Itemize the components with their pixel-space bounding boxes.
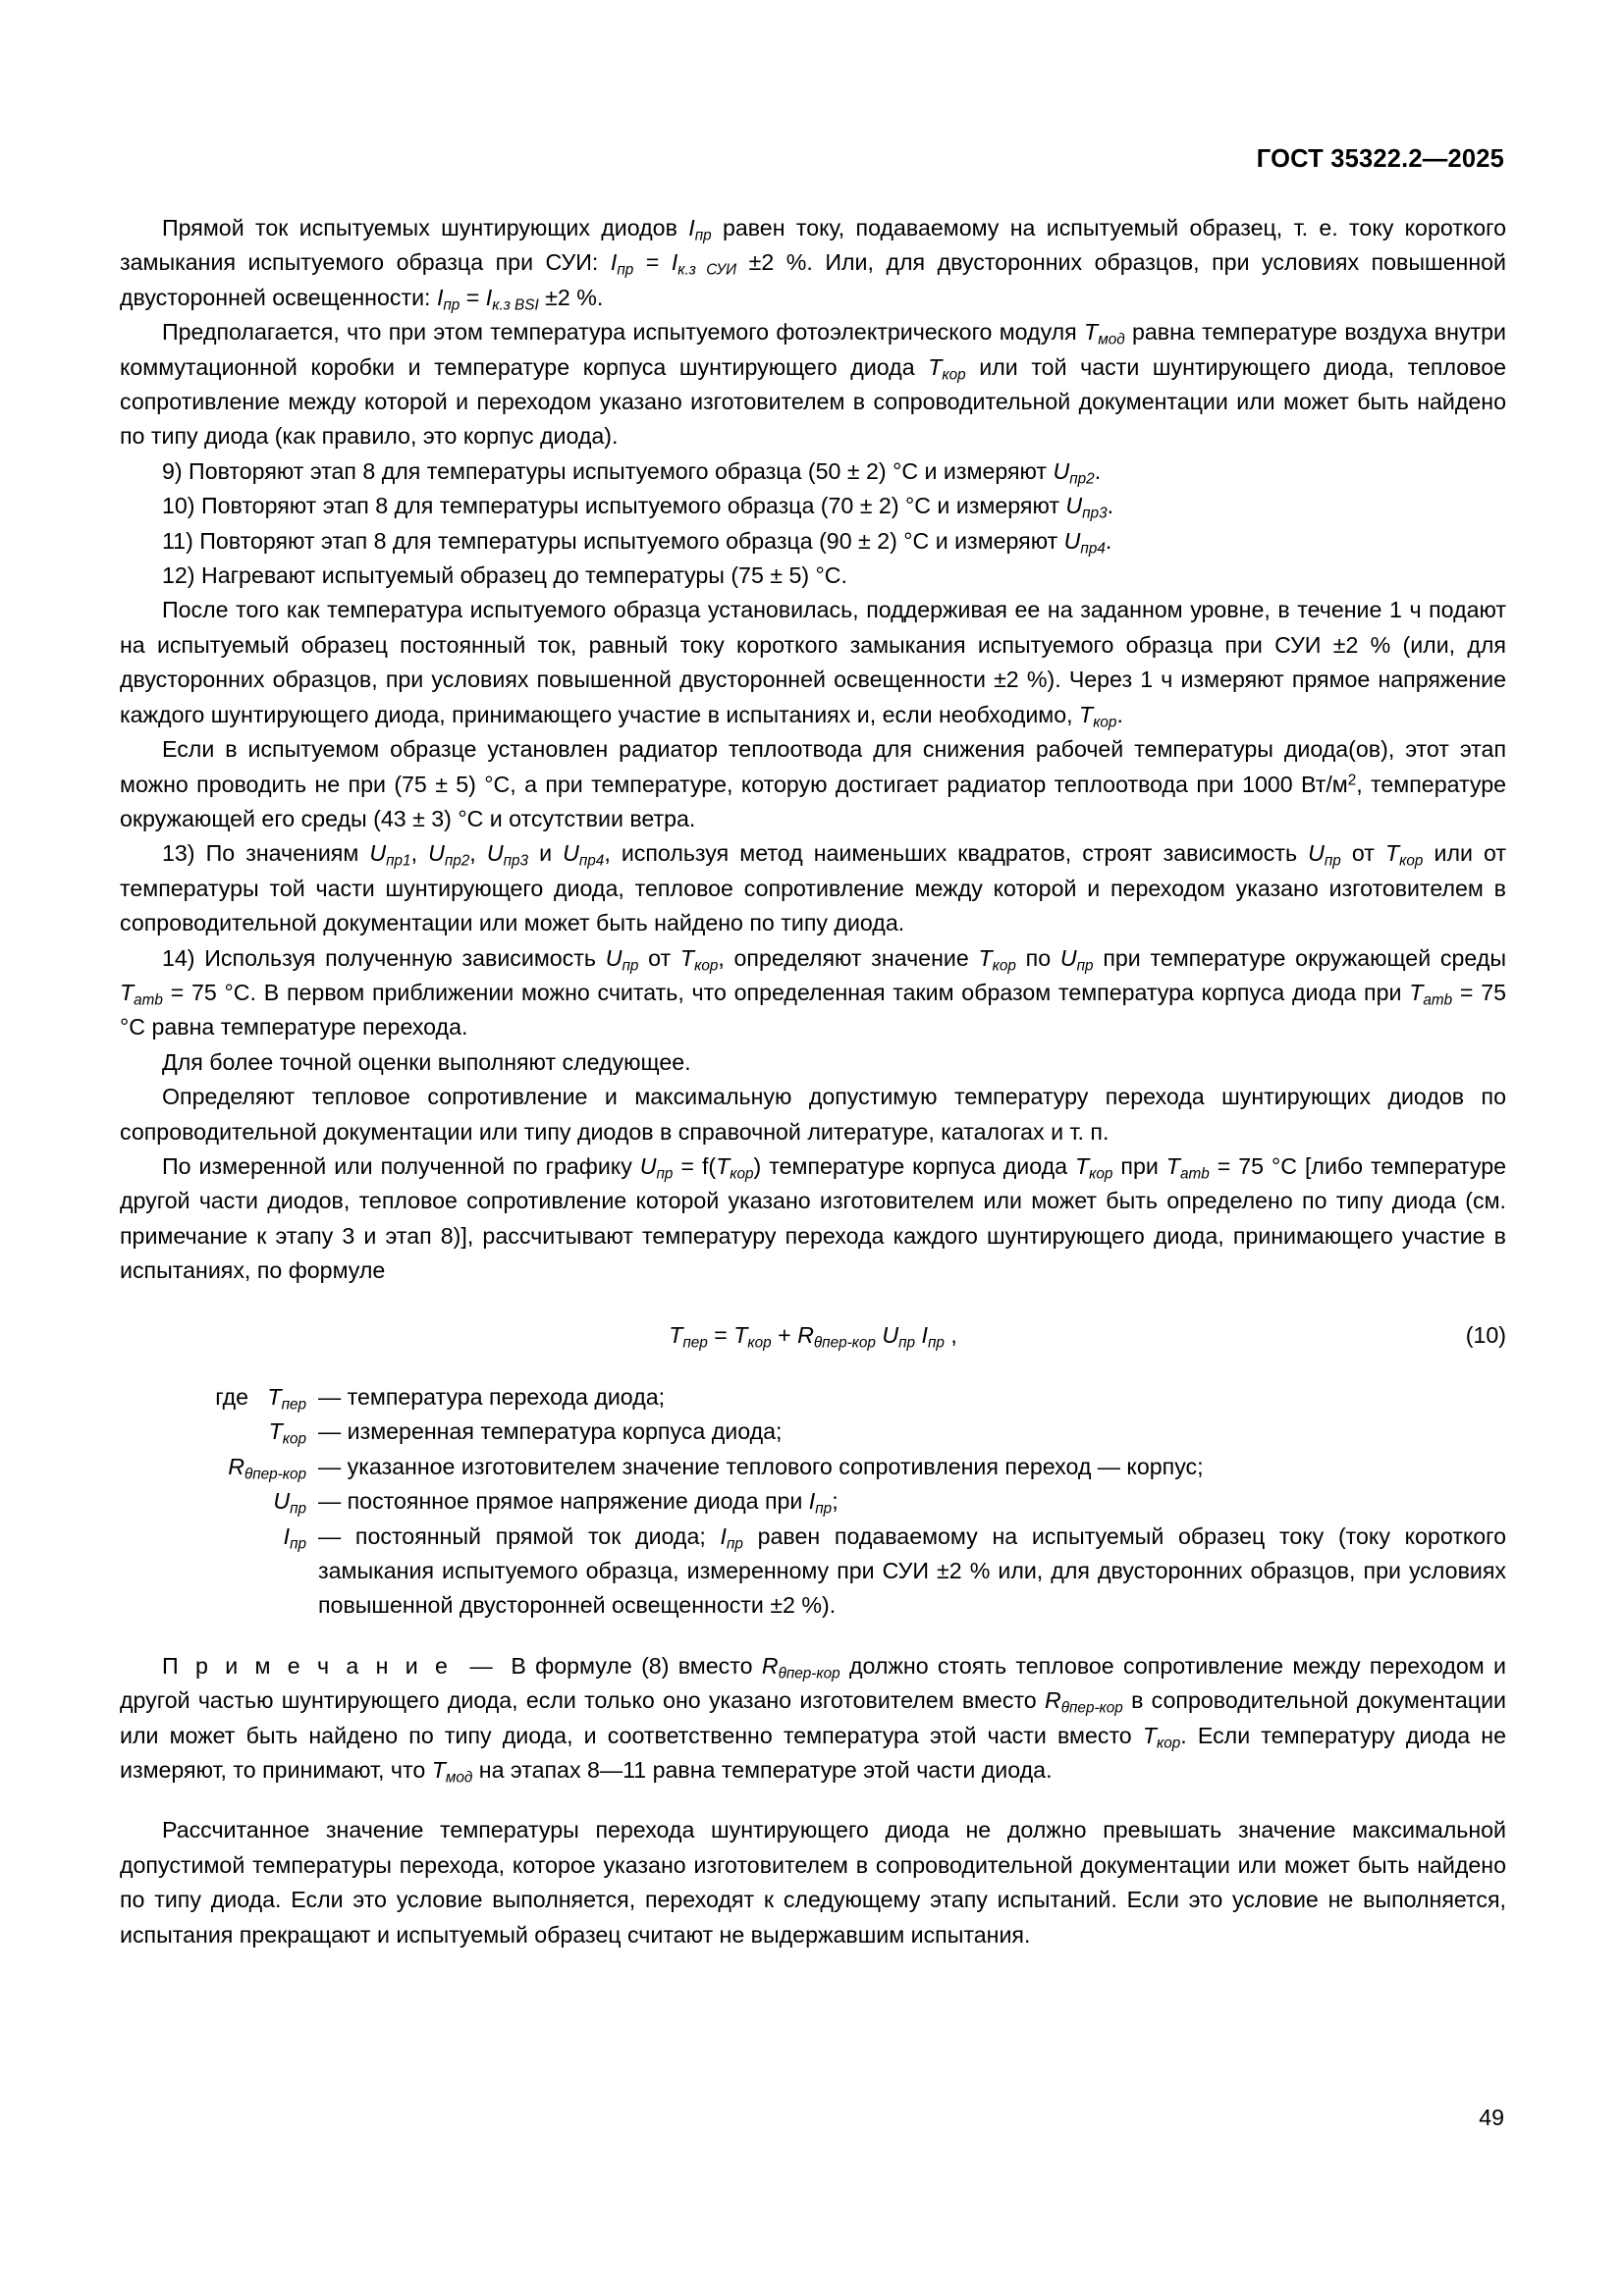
symbol-definitions xyxy=(120,1380,1506,1624)
formula-number: (10) xyxy=(1465,1321,1506,1348)
definition-description: — указанное изготовителем значение теплового сопротивления переход — корпус; xyxy=(318,1453,1204,1479)
definition-description: — измеренная температура корпуса диода; xyxy=(318,1418,783,1445)
page-number: 49 xyxy=(1479,2105,1504,2130)
paragraph-more-precise: Для более точной оценки выполняют следующее. xyxy=(162,1048,691,1075)
page-content xyxy=(120,211,1506,1952)
paragraph-determine-resistance: Определяют тепловое сопротивление и максимальную допустимую температуру перехода шунтирующих диодов по сопроводительной документации или типу диодов в справочной литературе, каталогах и т. п. xyxy=(120,1084,1506,1145)
paragraph-after-temp: После того как температура испытуемого образца установилась, поддерживая ее на заданном уровне, в течение 1 ч подают на испытуемый образец постоянный ток, равный току короткого замыкания испытуемого образца при СУИ ±2 % (или, для двусторонних образцов, при условиях повышенной двусторонней освещенности ±2 %). Через 1 ч измеряют прямое напряжение каждого шунтирующего диода, принимающего участие в испытаниях и, если необходимо, $T_{кор}$. xyxy=(120,597,1506,730)
definition-row-i-pr xyxy=(120,1520,1506,1624)
definition-row-t-kor xyxy=(120,1415,1506,1449)
paragraph-step-12: 12) Нагревают испытуемый образец до температуры (75 ± 5) °С. xyxy=(162,562,847,589)
paragraph-forward-current: Прямой ток испытуемых шунтирующих диодов $I_{пр}$ равен току, подаваемому на испытуемый образец, т. е. току короткого замыкания испытуемого образца при СУИ: $I_{пр} = I_{к.з СУИ} \pm 2$ %. Или, для двусторонних образцов, при условиях повышенной двусторонней освещенности: $I_{пр} = I_{к.з BSI} \pm 2$ %. xyxy=(120,215,1506,314)
paragraph-assumption: Предполагается, что при этом температура испытуемого фотоэлектрического модуля $T_{мод}$ равна температуре воздуха внутри коммутационной коробки и температуре корпуса шунтирующего диода $T_{кор}$ или той части шунтирующего диода, тепловое сопротивление между которой и переходом указано изготовителем в сопроводительной документации или может быть найдено по типу диода (как правило, это корпус диода). xyxy=(120,319,1506,450)
definition-row-r-theta xyxy=(120,1450,1506,1484)
paragraph-step-9: 9) Повторяют этап 8 для температуры испытуемого образца (50 ± 2) °С и измеряют $U_{пр2}$. xyxy=(162,457,1102,488)
paragraph-step-14: 14) Используя полученную зависимость $U_{пр}$ от $T_{кор}$, определяют значение $T_{кор}$ по $U_{пр}$ при температуре окружающей среды $T_{amb} = 75$ °С. В первом приближении можно считать, что определенная таким образом температура корпуса диода при $T_{amb} = 75$ °С равна температуре перехода. xyxy=(120,944,1507,1041)
definition-term: $U_{пр}$ xyxy=(273,1488,306,1518)
note-block: П р и м е ч а н и е — В формуле (8) вместо $R_{\theta пер-кор}$ должно стоять тепловое сопротивление между переходом и другой частью шунтирующего диода, если только оно указано изготовителем вместо $R_{\theta пер-кор}$ в сопроводительной документации или может быть найдено по типу диода, и соответственно температура этой части вместо $T_{кор}$. Если температуру диода не измеряют, то принимают, что $T_{мод}$ на этапах 8—11 равна температуре этой части диода. xyxy=(120,1652,1507,1787)
formula-10 xyxy=(120,1318,1506,1353)
definition-row-u-pr xyxy=(120,1484,1506,1519)
definition-term: $R_{\theta пер-кор}$ xyxy=(228,1453,306,1483)
definition-term: $I_{пр}$ xyxy=(283,1522,306,1552)
paragraph-conclusion: Рассчитанное значение температуры перехода шунтирующего диода не должно превышать значение максимальной допустимой температуры перехода, которое указано изготовителем в сопроводительной документации или может быть найдено по типу диода. Если это условие выполняется, переходят к следующему этапу испытаний. Если это условие не выполняется, испытания прекращают и испытуемый образец считают не выдержавшим испытания. xyxy=(120,1817,1506,1948)
spacer xyxy=(120,1788,1506,1813)
formula-expression: $T_{пер} = T_{кор} + R_{\theta пер-кор}$ $U_{пр}$ $I_{пр}$ , xyxy=(669,1321,957,1351)
definition-description: — постоянное прямое напряжение диода при $I_{пр}$; xyxy=(318,1488,839,1518)
page-header: ГОСТ 35322.2—2025 xyxy=(1256,145,1504,173)
definition-description: — температура перехода диода; xyxy=(318,1384,666,1410)
note-label: П р и м е ч а н и е xyxy=(162,1652,452,1679)
paragraph-step-13: 13) По значениям $U_{пр1}$, $U_{пр2}$, $U_{пр3}$ и $U_{пр4}$, используя метод наименьших квадратов, строят зависимость $U_{пр}$ от $T_{кор}$ или от температуры той части шунтирующего диода, тепловое сопротивление между которой и переходом указано изготовителем в сопроводительной документации или может быть найдено по типу диода. xyxy=(120,840,1507,936)
definition-row-t-per xyxy=(120,1380,1506,1415)
paragraph-step-10: 10) Повторяют этап 8 для температуры испытуемого образца (70 ± 2) °С и измеряют $U_{пр3}$. xyxy=(162,493,1114,522)
paragraph-heatsink: Если в испытуемом образце установлен радиатор теплоотвода для снижения рабочей температуры диода(ов), этот этап можно проводить не при (75 ± 5) °С, а при температуре, которую достигает радиатор теплоотвода при 1000 $Вт/м^2$, температуре окружающей его среды (43 ± 3) °С и отсутствии ветра. xyxy=(120,736,1506,831)
definition-description: — постоянный прямой ток диода; $I_{пр}$ равен подаваемому на испытуемый образец току (току короткого замыкания испытуемого образца, измеренному при СУИ ±2 % или, для двусторонних образцов, при условиях повышенной двусторонней освещенности ±2 %). xyxy=(318,1522,1506,1619)
definition-term: где $T_{пер}$ xyxy=(215,1384,306,1414)
paragraph-step-11: 11) Повторяют этап 8 для температуры испытуемого образца (90 ± 2) °С и измеряют $U_{пр4}$. xyxy=(162,527,1112,557)
paragraph-measured-graph: По измеренной или полученной по графику $U_{пр} = f(T_{кор})$ температуре корпуса диода $T_{кор}$ при $T_{amb} = 75$ °С [либо температуре другой части диодов, тепловое сопротивление которой указано изготовителем или может быть определено по типу диода (см. примечание к этапу 3 и этап 8)], рассчитывают температуру перехода каждого шунтирующего диода, принимающего участие в испытаниях, по формуле xyxy=(120,1152,1506,1284)
definition-term: $T_{кор}$ xyxy=(268,1418,306,1448)
